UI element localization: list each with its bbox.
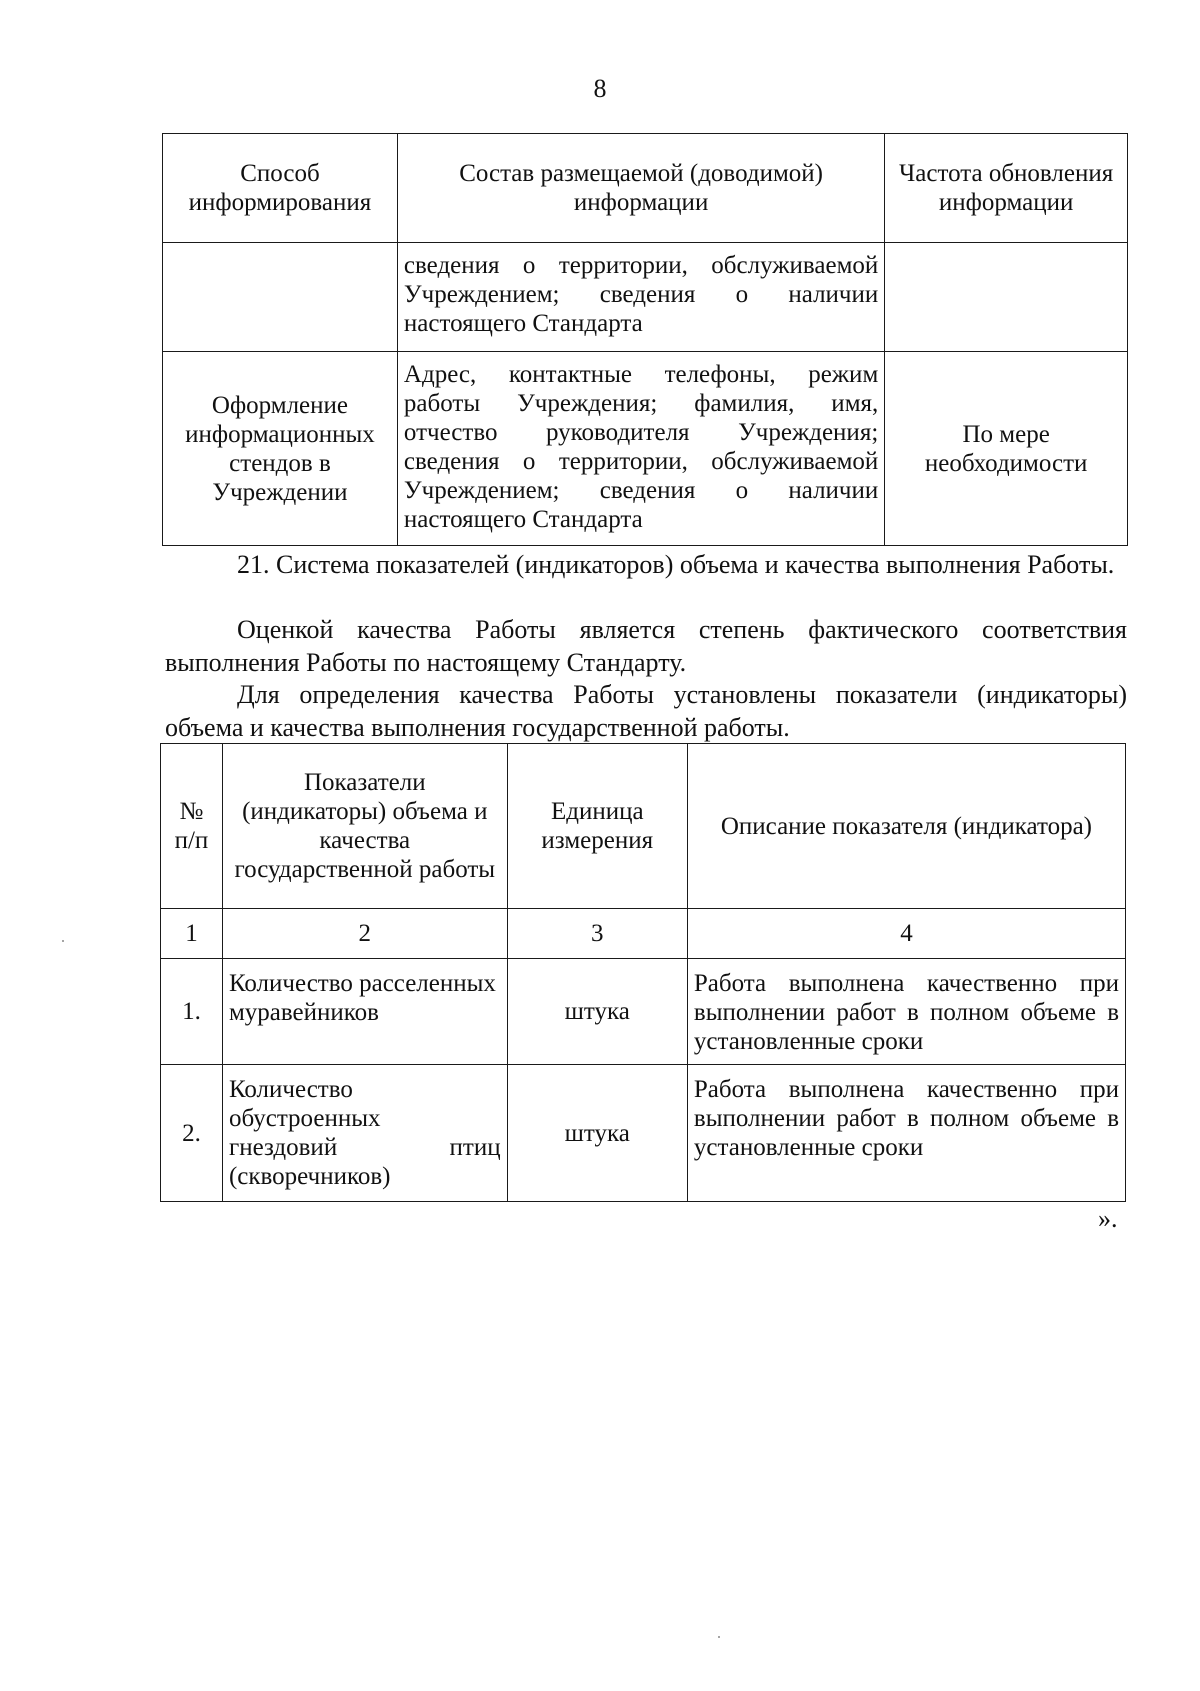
information-methods-table <box>162 133 1128 546</box>
scan-speck <box>62 940 64 942</box>
page-number: 8 <box>593 74 607 103</box>
header-frequency: Частота обновления информации <box>885 134 1128 243</box>
closing-quote-mark: ». <box>1098 1204 1118 1233</box>
indicator-line: (скворечников) <box>228 1163 391 1190</box>
paragraph-indicators: Для определения качества Работы установлены показатели (индикаторы) объема и качества выполнения государственной работы. <box>165 680 1127 742</box>
header-indicator: Показатели (индикаторы) объема и качества государственной работы <box>222 744 507 909</box>
column-number: 2 <box>222 909 507 959</box>
column-number: 1 <box>161 909 223 959</box>
unit-cell: штука <box>507 959 687 1065</box>
header-description: Описание показателя (индикатора) <box>687 744 1125 909</box>
header-number: № п/п <box>161 744 223 909</box>
table-row <box>163 243 1128 352</box>
scan-speck <box>718 1636 720 1638</box>
table-row <box>163 352 1128 546</box>
frequency-cell: По мере необходимости <box>885 352 1128 546</box>
header-unit: Единица измерения <box>507 744 687 909</box>
row-number: 1. <box>161 959 223 1065</box>
column-number: 3 <box>507 909 687 959</box>
description-cell: Работа выполнена качественно при выполнении работ в полном объеме в установленные сроки <box>687 1065 1125 1202</box>
header-content: Состав размещаемой (доводимой) информации <box>397 134 884 243</box>
indicator-cell <box>222 1065 507 1202</box>
indicators-table <box>160 743 1126 1202</box>
unit-cell: штука <box>507 1065 687 1202</box>
indicator-line: Количество обустроенных <box>228 1076 381 1132</box>
table-row <box>161 1065 1126 1202</box>
indicator-line: гнездовий птиц <box>228 1134 501 1161</box>
method-cell: Оформление информационных стендов в Учреждении <box>163 352 398 546</box>
indicator-cell: Количество расселенных муравейников <box>222 959 507 1065</box>
paragraph-21: 21. Система показателей (индикаторов) объема и качества выполнения Работы. <box>237 550 1115 579</box>
table-header-row <box>163 134 1128 243</box>
description-cell: Работа выполнена качественно при выполнении работ в полном объеме в установленные сроки <box>687 959 1125 1065</box>
row-number: 2. <box>161 1065 223 1202</box>
method-cell <box>163 243 398 352</box>
frequency-cell <box>885 243 1128 352</box>
paragraph-quality-assessment: Оценкой качества Работы является степень фактического соответствия выполнения Работы по настоящему Стандарту. <box>165 615 1127 677</box>
table-row <box>161 959 1126 1065</box>
content-cell: сведения о территории, обслуживаемой Учреждением; сведения о наличии настоящего Стандарта <box>397 243 884 352</box>
content-cell: Адрес, контактные телефоны, режим работы Учреждения; фамилия, имя, отчество руководителя Учреждения; сведения о территории, обслуживаемой Учреждением; сведения о наличии настоящего Стандарта <box>397 352 884 546</box>
column-numbers-row <box>161 909 1126 959</box>
column-number: 4 <box>687 909 1125 959</box>
table-header-row <box>161 744 1126 909</box>
header-method: Способ информирования <box>163 134 398 243</box>
